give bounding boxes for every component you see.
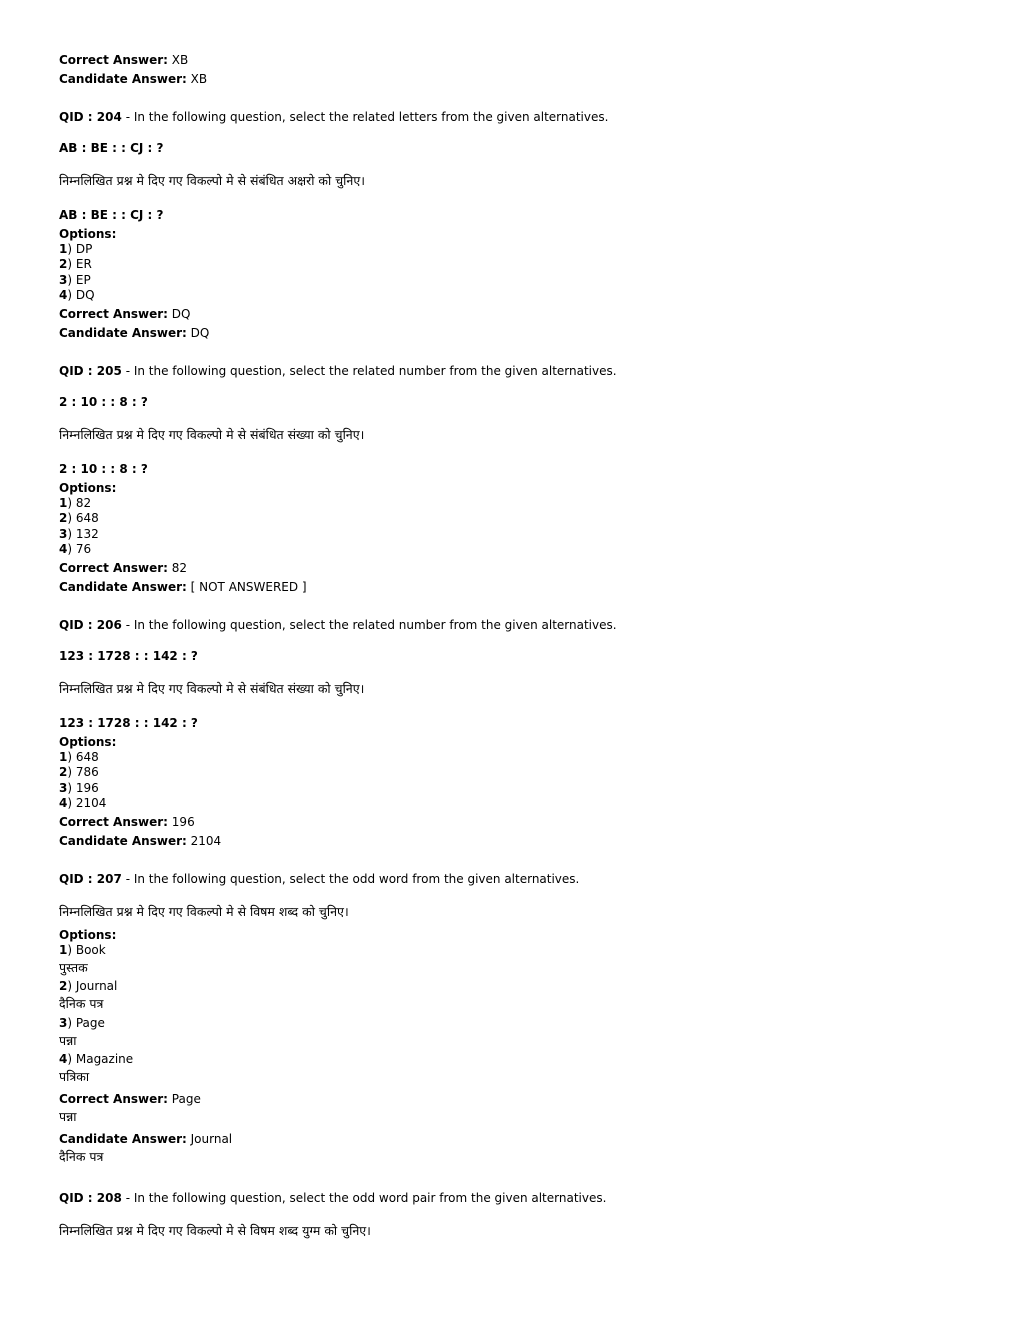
prev-correct-answer: Correct Answer: XB bbox=[59, 53, 189, 67]
question-206-option-3: 3) 196 bbox=[59, 781, 99, 795]
question-207-header: QID : 207 - In the following question, select the odd word from the given alternatives. bbox=[59, 872, 580, 886]
question-207-option-3: 3) Page bbox=[59, 1016, 105, 1030]
question-206-options-label: Options: bbox=[59, 735, 117, 749]
question-204-expression: AB : BE : : CJ : ? bbox=[59, 141, 164, 155]
question-205-candidate-answer: Candidate Answer: [ NOT ANSWERED ] bbox=[59, 580, 307, 594]
question-208-header: QID : 208 - In the following question, select the odd word pair from the given alternatives. bbox=[59, 1191, 607, 1205]
question-207-correct-answer-hindi: पन्ना bbox=[59, 1109, 77, 1124]
question-205-options-label: Options: bbox=[59, 481, 117, 495]
question-205-option-1: 1) 82 bbox=[59, 496, 92, 510]
question-204-correct-answer: Correct Answer: DQ bbox=[59, 307, 191, 321]
question-207-option-2: 2) Journal bbox=[59, 979, 118, 993]
question-204-option-3: 3) EP bbox=[59, 273, 91, 287]
question-206-option-1: 1) 648 bbox=[59, 750, 99, 764]
question-207-option-1: 1) Book bbox=[59, 943, 106, 957]
question-206-option-2: 2) 786 bbox=[59, 765, 99, 779]
question-207-hindi: निम्नलिखित प्रश्न मे दिए गए विकल्पो मे से विषम शब्द को चुनिए। bbox=[59, 904, 349, 919]
question-204-hindi: निम्नलिखित प्रश्न मे दिए गए विकल्पो मे से संबंधित अक्षरो को चुनिए। bbox=[59, 173, 366, 188]
question-207-option-3-hindi: पन्ना bbox=[59, 1033, 77, 1048]
question-206-expression: 123 : 1728 : : 142 : ? bbox=[59, 649, 198, 663]
question-204-options-label: Options: bbox=[59, 227, 117, 241]
question-205-expression-repeat: 2 : 10 : : 8 : ? bbox=[59, 462, 148, 476]
question-204-expression-repeat: AB : BE : : CJ : ? bbox=[59, 208, 164, 222]
question-206-hindi: निम्नलिखित प्रश्न मे दिए गए विकल्पो मे से संबंधित संख्या को चुनिए। bbox=[59, 681, 365, 696]
question-205-option-2: 2) 648 bbox=[59, 511, 99, 525]
question-205-option-3: 3) 132 bbox=[59, 527, 99, 541]
question-207-option-2-hindi: दैनिक पत्र bbox=[59, 996, 104, 1011]
question-207-correct-answer: Correct Answer: Page bbox=[59, 1092, 201, 1106]
question-207-options-label: Options: bbox=[59, 928, 117, 942]
question-205-header: QID : 205 - In the following question, select the related number from the given alternatives. bbox=[59, 364, 617, 378]
question-206-correct-answer: Correct Answer: 196 bbox=[59, 815, 195, 829]
question-204-candidate-answer: Candidate Answer: DQ bbox=[59, 326, 210, 340]
question-204-option-2: 2) ER bbox=[59, 257, 92, 271]
question-206-candidate-answer: Candidate Answer: 2104 bbox=[59, 834, 222, 848]
question-207-option-4: 4) Magazine bbox=[59, 1052, 134, 1066]
question-208-hindi: निम्नलिखित प्रश्न मे दिए गए विकल्पो मे से विषम शब्द युग्म को चुनिए। bbox=[59, 1223, 371, 1238]
question-205-correct-answer: Correct Answer: 82 bbox=[59, 561, 188, 575]
question-205-expression: 2 : 10 : : 8 : ? bbox=[59, 395, 148, 409]
question-207-option-4-hindi: पत्रिका bbox=[59, 1069, 90, 1084]
question-206-option-4: 4) 2104 bbox=[59, 796, 107, 810]
question-204-header: QID : 204 - In the following question, select the related letters from the given alternatives. bbox=[59, 110, 609, 124]
question-205-hindi: निम्नलिखित प्रश्न मे दिए गए विकल्पो मे से संबंधित संख्या को चुनिए। bbox=[59, 427, 365, 442]
question-204-option-1: 1) DP bbox=[59, 242, 93, 256]
question-204-option-4: 4) DQ bbox=[59, 288, 95, 302]
question-207-candidate-answer: Candidate Answer: Journal bbox=[59, 1132, 233, 1146]
question-205-option-4: 4) 76 bbox=[59, 542, 92, 556]
question-206-header: QID : 206 - In the following question, select the related number from the given alternatives. bbox=[59, 618, 617, 632]
question-206-expression-repeat: 123 : 1728 : : 142 : ? bbox=[59, 716, 198, 730]
question-207-option-1-hindi: पुस्तक bbox=[59, 960, 88, 975]
question-207-candidate-answer-hindi: दैनिक पत्र bbox=[59, 1149, 104, 1164]
prev-candidate-answer: Candidate Answer: XB bbox=[59, 72, 208, 86]
